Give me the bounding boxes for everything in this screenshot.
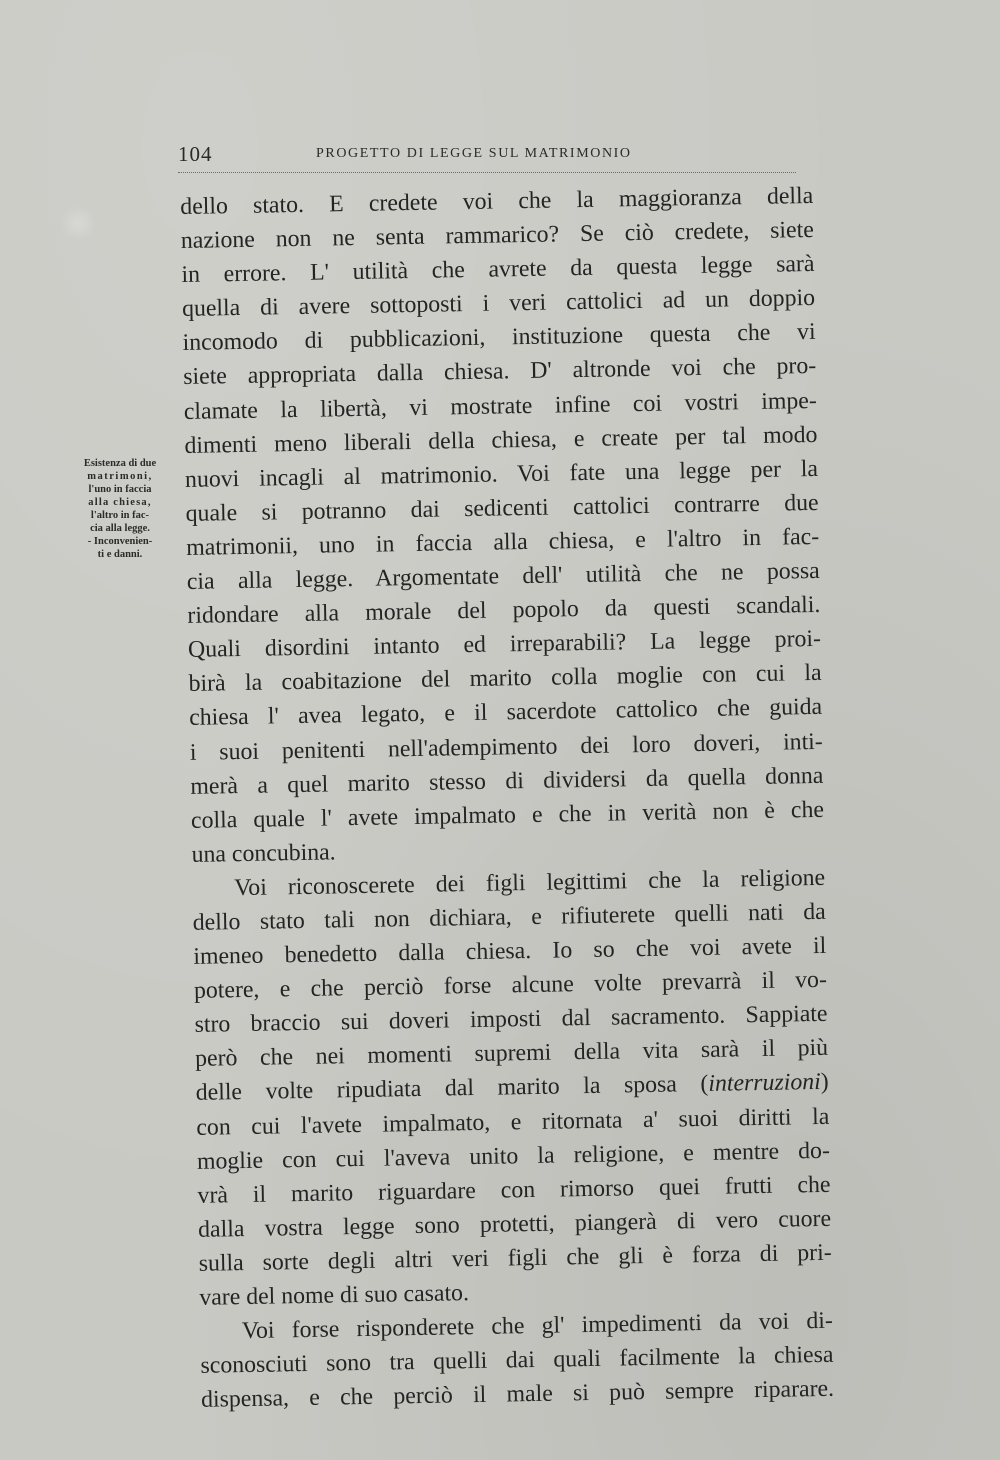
running-title: PROGETTO DI LEGGE SUL MATRIMONIO	[316, 146, 632, 161]
margin-note-line: alla chiesa,	[88, 497, 152, 508]
body-line: dispensa, e che perciò il male si può sempre riparare.	[200, 1376, 835, 1414]
paper-smudge	[60, 205, 96, 241]
body-line: quella di avere sottoposti i veri cattolici ad un doppio	[181, 285, 816, 323]
body-line: siete appropriata dalla chiesa. D' altronde voi che pro-	[183, 353, 817, 391]
body-line: chiesa l' avea legato, e il sacerdote cattolico che guida	[188, 694, 823, 732]
margin-note-line: cia alla legge.	[90, 523, 150, 534]
body-line: dalla vostra legge sono protetti, piangerà di vero cuore	[197, 1205, 832, 1243]
body-line: birà la coabitazione del marito colla moglie con cui la	[188, 660, 822, 698]
body-line: dello stato tali non dichiara, e rifiuterete quelli nati da	[192, 898, 826, 936]
margin-note-line: l'uno in faccia	[88, 484, 152, 495]
margin-note-line: l'altro in fac-	[90, 510, 150, 521]
body-line-with-italic: delle volte ripudiata dal marito la sposa (interruzioni)	[195, 1069, 829, 1107]
body-line: clamate la libertà, vi mostrate infine coi vostri impe-	[183, 387, 817, 425]
body-line: in errore. L' utilità che avrete da questa legge sarà	[181, 251, 815, 289]
body-line: sconosciuti sono tra quelli dai quali facilmente la chiesa	[200, 1341, 834, 1380]
body-line: dello stato. E credete voi che la maggioranza della	[180, 182, 814, 220]
body-line: quale si potranno dai sedicenti cattolici contrarre due	[185, 489, 819, 527]
margin-note-line: Esistenza di due	[83, 458, 157, 469]
body-line: nazione non ne senta rammarico? Se ciò credete, siete	[180, 217, 815, 255]
body-line: una concubina.	[191, 839, 336, 868]
body-line: moglie con cui l'aveva unito la religione, e mentre do-	[196, 1137, 831, 1175]
body-line: ridondare alla morale del popolo da questi scandali.	[187, 592, 821, 630]
italic-interruzioni: interruzioni	[708, 1069, 821, 1098]
running-head	[178, 140, 798, 174]
body-text	[180, 179, 834, 1417]
margin-note	[62, 457, 178, 561]
body-line: stro braccio sui doveri imposti dal sacramento. Sappiate	[194, 1001, 828, 1039]
margin-note-line: - Inconvenien-	[87, 536, 153, 547]
body-line: matrimonii, uno in faccia alla chiesa, e l'altro in fac-	[186, 523, 820, 561]
body-line: Voi forse risponderete che gl' impedimenti da voi di-	[241, 1307, 834, 1345]
body-line: vrà il marito riguardare con rimorso quei frutti che	[197, 1171, 831, 1209]
header-rule	[178, 172, 796, 173]
body-line: Voi riconoscerete dei figli legittimi che la religione	[233, 864, 826, 902]
body-line: incomodo di pubblicazioni, instituzione questa che vi	[182, 319, 816, 357]
body-line: con cui l'avete impalmato, e ritornata a' suoi diritti la	[196, 1103, 830, 1141]
body-line: i suoi penitenti nell'adempimento dei loro doveri, inti-	[189, 728, 823, 766]
body-line: vare del nome di suo casato.	[199, 1280, 470, 1311]
margin-note-line: ti e danni.	[97, 549, 143, 560]
body-line: potere, e che perciò forse alcune volte prevarrà il vo-	[193, 966, 828, 1005]
body-line: colla quale l' avete impalmato e che in verità non è che	[190, 796, 825, 834]
body-line: nuovi incagli al matrimonio. Voi fate una legge per la	[184, 455, 819, 493]
page-number: 104	[178, 142, 213, 166]
margin-note-line: matrimoni,	[87, 471, 153, 482]
body-line: Quali disordini intanto ed irreparabili? La legge proi-	[187, 626, 822, 664]
body-line: però che nei momenti supremi della vita sarà il più	[194, 1035, 829, 1073]
body-line: dimenti meno liberali della chiesa, e create per tal modo	[184, 421, 818, 459]
body-line: cia alla legge. Argomentate dell' utilità che ne possa	[186, 557, 820, 595]
body-line: merà a quel marito stesso di dividersi da quella donna	[190, 762, 824, 800]
body-line: sulla sorte degli altri veri figli che gli è forza di pri-	[198, 1239, 832, 1277]
body-line: imeneo benedetto dalla chiesa. Io so che voi avete il	[193, 932, 827, 970]
